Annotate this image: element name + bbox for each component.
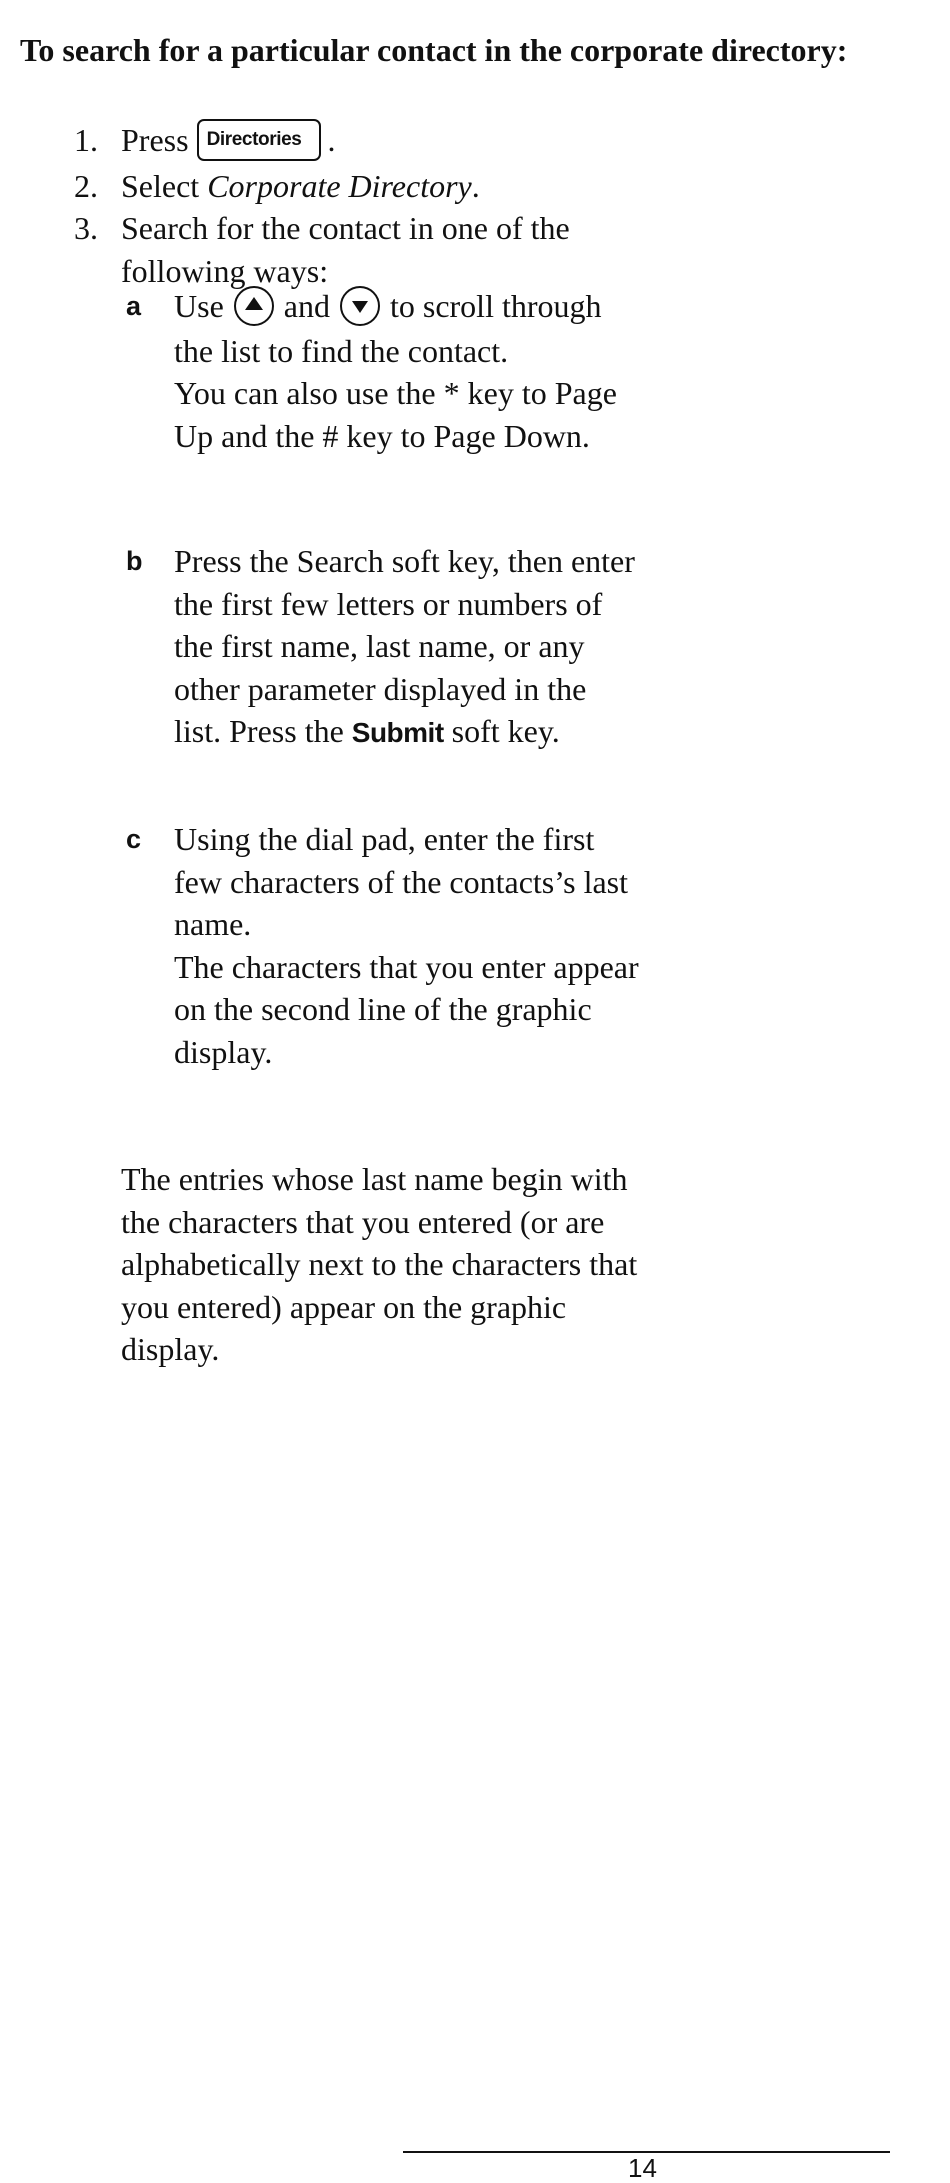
closing-paragraph: The entries whose last name begin with the characters that you entered (or are alphabetically next to the characters that you entered) appear on the graphic display.: [121, 1161, 638, 1367]
substep-text-after: soft key.: [451, 713, 560, 749]
section-heading: To search for a particular contact in the corporate directory:: [20, 32, 848, 68]
step-text-after: .: [327, 122, 336, 158]
substep-b: [121, 540, 641, 755]
step-1: [74, 119, 634, 165]
substep-text: and: [283, 288, 330, 324]
submit-softkey-label: Submit: [351, 717, 444, 748]
step-number: 3.: [74, 210, 98, 247]
step-3: [74, 207, 634, 292]
step-text: Select: [121, 167, 208, 204]
substep-letter: c: [126, 824, 142, 854]
substep-letter: b: [126, 546, 143, 576]
substep-text: to scroll through the list to find the contact.: [174, 288, 602, 369]
substep-a: [121, 285, 641, 457]
page-number: 14: [628, 2153, 657, 2183]
substep-c: [121, 818, 641, 1073]
step-2: [74, 165, 634, 208]
substep-text: Using the dial pad, enter the first few characters of the contacts’s last name.: [174, 821, 629, 942]
numbered-steps: [74, 119, 634, 292]
up-arrow-key-icon: [234, 286, 274, 326]
step-number: 2.: [74, 167, 98, 204]
substep-text: Press the Search soft key, then enter the first few letters or numbers of the first name, last name, or any other parameter displayed in the list. Press the: [174, 543, 635, 749]
step-text: Search for the contact in one of the following ways:: [121, 210, 570, 289]
step-text-after: .: [471, 167, 480, 204]
step-number: 1.: [74, 122, 98, 158]
substep-note: The characters that you enter appear on the second line of the graphic display.: [174, 948, 639, 1070]
step-text: Press: [121, 122, 189, 158]
directories-key-button: Directories: [197, 119, 322, 161]
substep-letter: a: [126, 291, 142, 321]
substep-note: You can also use the * key to Page Up and the # key to Page Down.: [174, 375, 617, 454]
down-arrow-key-icon: [340, 286, 380, 326]
substep-text: Use: [174, 288, 224, 324]
step-italic-text: Corporate Directory: [207, 167, 472, 204]
